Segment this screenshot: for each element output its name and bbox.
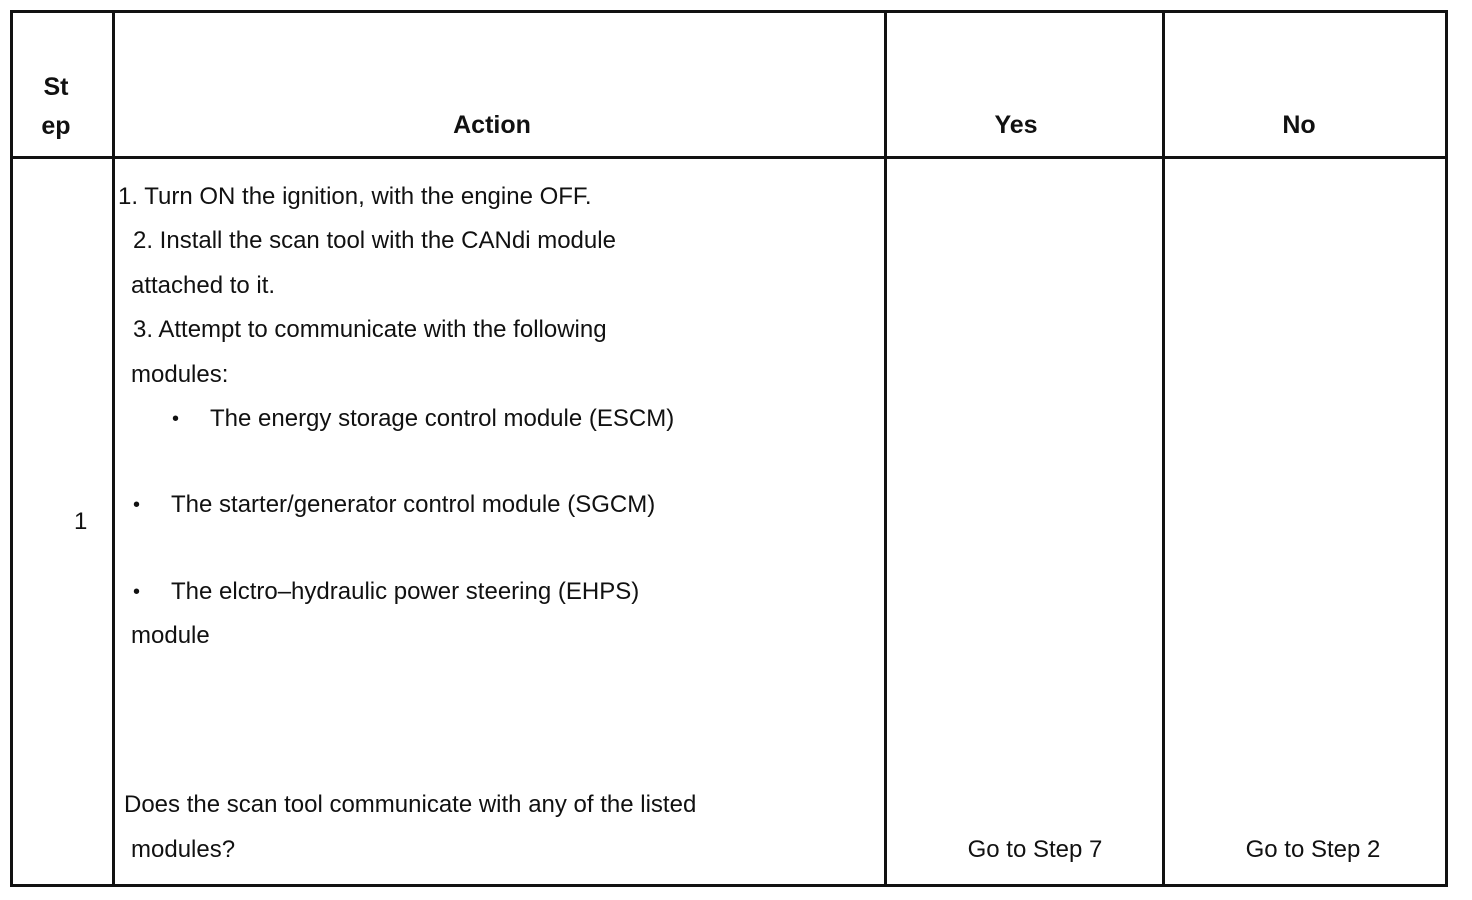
bullet-sgcm-text: The starter/generator control module (SGCM) — [171, 491, 656, 518]
column-divider-yes-no — [1162, 10, 1165, 887]
bullet-marker: • — [172, 408, 180, 430]
bullet-ehps-text-line2: module — [131, 622, 210, 649]
action-item-2-line1: 2. Install the scan tool with the CANdi module — [133, 227, 616, 254]
bullet-marker: • — [133, 581, 141, 603]
header-yes: Yes — [994, 111, 1038, 139]
action-question-line2: modules? — [131, 836, 236, 863]
action-item-2-line2: attached to it. — [131, 272, 276, 299]
header-step-line2: ep — [41, 112, 71, 140]
header-divider — [10, 156, 1448, 159]
column-divider-action-yes — [884, 10, 887, 887]
yes-outcome: Go to Step 7 — [967, 836, 1103, 863]
table-border-left — [10, 10, 13, 887]
header-no: No — [1282, 111, 1316, 139]
action-item-1: 1. Turn ON the ignition, with the engine OFF. — [118, 183, 592, 210]
header-step-line1: St — [43, 73, 69, 101]
bullet-escm-text: The energy storage control module (ESCM) — [210, 405, 675, 432]
bullet-marker: • — [133, 494, 141, 516]
table-border-right — [1445, 10, 1448, 887]
no-outcome: Go to Step 2 — [1245, 836, 1381, 863]
action-item-3-line2: modules: — [131, 361, 229, 388]
action-item-3-line1: 3. Attempt to communicate with the following — [133, 316, 607, 343]
bullet-ehps-text-line1: The elctro–hydraulic power steering (EHPS) — [171, 578, 640, 605]
column-divider-step-action — [112, 10, 115, 887]
table-border-top — [10, 10, 1448, 13]
action-question-line1: Does the scan tool communicate with any of the listed — [124, 791, 697, 818]
step-number: 1 — [74, 508, 88, 535]
table-border-bottom — [10, 884, 1448, 887]
header-action: Action — [453, 111, 531, 139]
